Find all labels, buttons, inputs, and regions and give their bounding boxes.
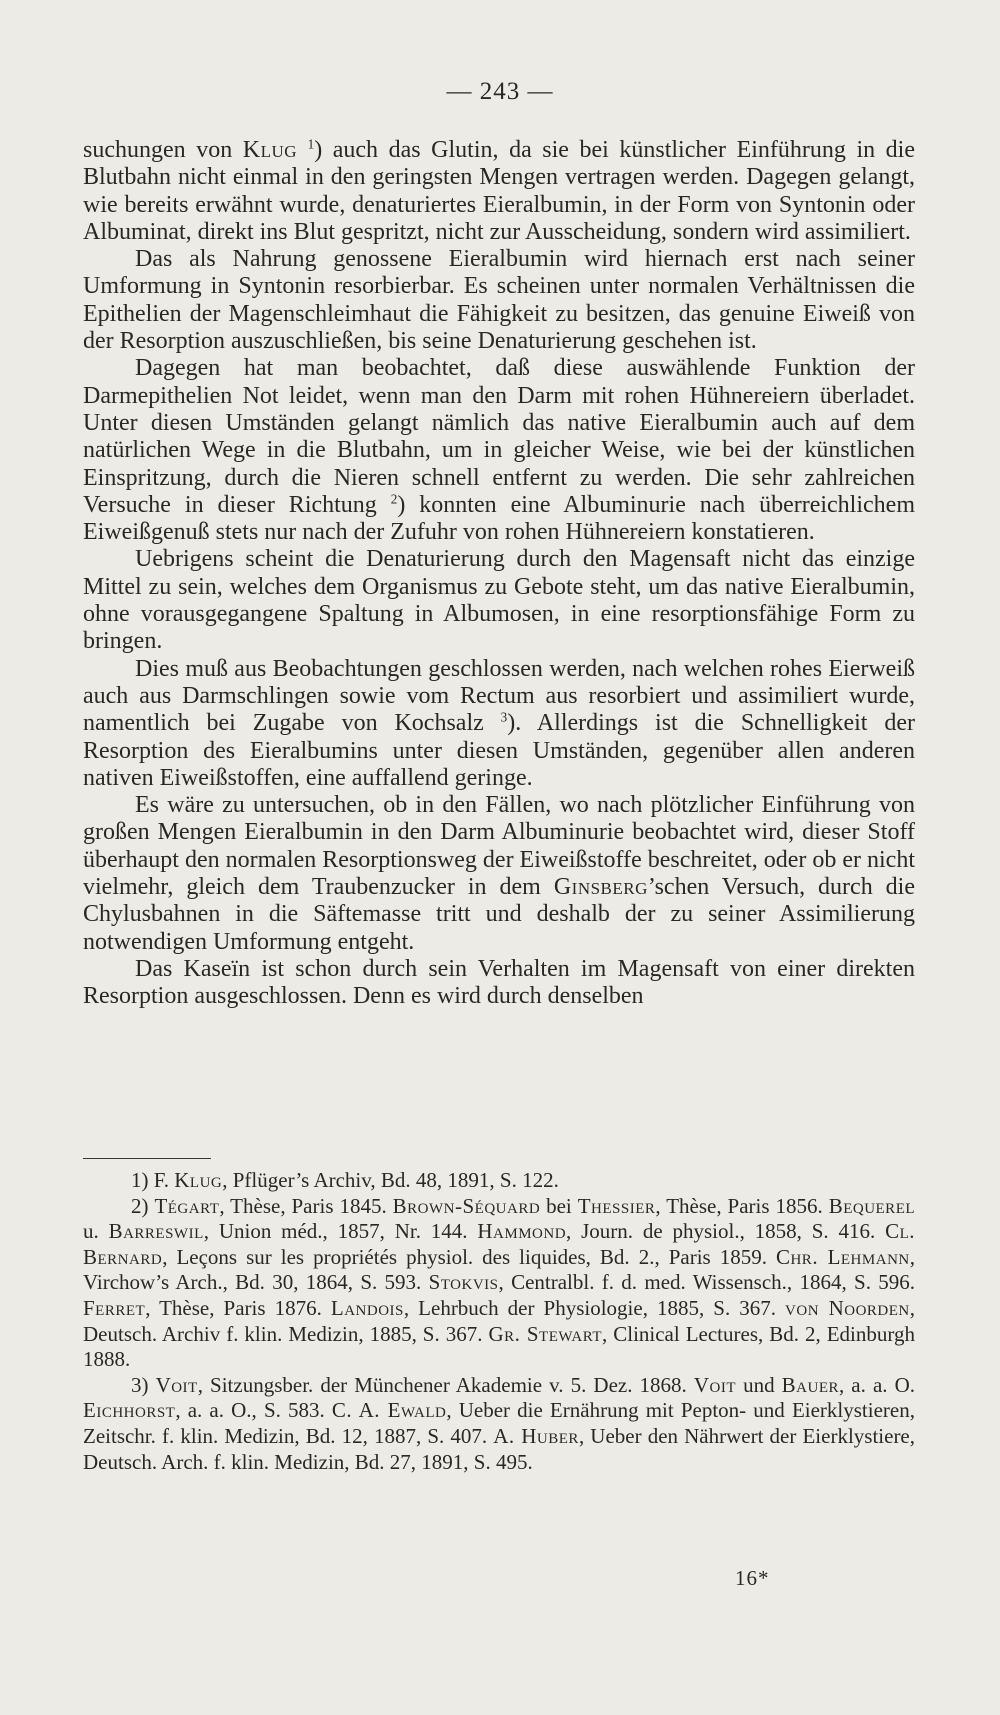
footnote-2 <box>83 1194 915 1373</box>
text-run: 3) <box>131 1372 156 1397</box>
cited-author: Bequerel <box>828 1193 916 1218</box>
text-run: ) auch das Glutin, da sie bei künstlicher Einführung in die Blutbahn nicht einmal in den geringsten Mengen vertragen werden. Dagegen gelangt, wie bereits erwähnt wurde, denaturiertes Eieralbumin, in der Form von Syntonin oder Albuminat, direkt ins Blut gespritzt, nicht zur Ausscheidung, sondern wird assimiliert. <box>83 137 915 245</box>
cited-author: Klug <box>174 1168 223 1192</box>
text-run: Es wäre zu untersuchen, ob in den Fällen, wo nach plötzlicher Einführung von großen Mengen Eieralbumin in den Darm Albuminurie beobachtet wird, dieser Stoff überhaupt den normalen Resorptionsweg der Eiweißstoffe beschreitet, oder ob er nicht vielmehr, gleich dem Traubenzucker in dem <box>83 792 915 901</box>
text-run: , Thèse, Paris 1845. <box>219 1193 393 1218</box>
cited-author: Bauer <box>781 1372 839 1397</box>
cited-author: Barreswil <box>108 1219 204 1244</box>
cited-author: Ferret <box>83 1295 146 1320</box>
paragraph-5 <box>83 656 915 792</box>
footnote-divider <box>83 1158 211 1159</box>
cited-author: Tégart <box>154 1193 220 1218</box>
text-run: , Ueber den Nährwert der Eierklystiere, Deutsch. Arch. f. klin. Medizin, Bd. 27, 1891, S. 495. <box>83 1423 916 1474</box>
cited-author: Eichhorst <box>83 1398 176 1423</box>
text-run: suchungen von <box>83 137 243 163</box>
text-run: , Thèse, Paris 1876. <box>145 1295 331 1320</box>
footnote-1 <box>83 1168 915 1194</box>
text-run: 2) <box>131 1193 155 1218</box>
footnote-ref-2[interactable]: 2 <box>390 491 398 507</box>
text-run: , Journ. de physiol., 1858, S. 416. <box>566 1219 886 1244</box>
text-run: , a. a. O., S. 583. <box>175 1398 332 1423</box>
paragraph-3 <box>83 355 915 546</box>
text-run: ’schen Versuch, durch die Chylusbahnen in die Säftemasse tritt und deshalb der zu seiner Assimilierung notwendigen Umformung entgeht. <box>83 874 916 955</box>
text-run: , Union méd., 1857, Nr. 144. <box>203 1219 478 1244</box>
text-run: , Leçons sur les propriétés physiol. des liquides, Bd. 2., Paris 1859. <box>162 1244 776 1269</box>
paragraph-2: Das als Nahrung genossene Eieralbumin wird hiernach erst nach seiner Umformung in Syntonin resorbierbar. Es scheinen unter normalen Verhältnissen die Epithelien der Magenschleimhaut die Fähigkeit zu besitzen, das genuine Eiweiß von der Resorption auszuschließen, bis seine Denaturierung geschehen ist. <box>83 246 915 355</box>
cited-author: Brown-Séquard <box>392 1193 541 1218</box>
cited-author: A. Huber <box>493 1423 579 1448</box>
text-run: u. <box>83 1219 109 1244</box>
cited-author: von Noorden <box>785 1295 910 1320</box>
paragraph-1 <box>83 137 915 246</box>
footnote-ref-1[interactable]: 1 <box>307 136 315 152</box>
text-run: und <box>736 1372 782 1397</box>
signature-mark: 16* <box>735 1566 770 1590</box>
footnote-ref-3[interactable]: 3 <box>500 709 508 725</box>
text-run: , Thèse, Paris 1856. <box>655 1193 829 1218</box>
text-run: ). Allerdings ist die Schnelligkeit der Resorption des Eieralbumins unter diesen Umständen, gegenüber allen anderen nativen Eiweißstoffen, eine auffallend geringe. <box>83 710 915 791</box>
text-run: , Clinical Lectures, Bd. 2, Edinburgh 1888. <box>83 1321 915 1372</box>
paragraph-4: Uebrigens scheint die Denaturierung durch den Magensaft nicht das einzige Mittel zu sein, welches dem Organismus zu Gebote steht, um das native Eieralbumin, ohne vorausgegangene Spaltung in Albumosen, in eine resorptionsfähige Form zu bringen. <box>83 546 915 655</box>
text-run: , Virchow’s Arch., Bd. 30, 1864, S. 593. <box>83 1244 915 1295</box>
paragraph-7: Das Kaseïn ist schon durch sein Verhalten im Magensaft von einer direkten Resorption ausgeschlossen. Denn es wird durch denselben <box>83 955 915 1010</box>
text-run: , Ueber die Ernährung mit Pepton- und Eierklystieren, Zeitschr. f. klin. Medizin, Bd. 12, 1887, S. 407. <box>83 1398 915 1448</box>
text-run: , Centralbl. f. d. med. Wissensch., 1864, S. 596. <box>498 1270 915 1295</box>
cited-author: Cl. Bernard <box>83 1219 916 1269</box>
page-number: — 243 — <box>446 78 554 105</box>
cited-author: Voit <box>693 1372 736 1397</box>
text-run: , Lehrbuch der Physiologie, 1885, S. 367. <box>403 1295 786 1320</box>
cited-author: Chr. Lehmann <box>775 1244 910 1269</box>
cited-author: Landois <box>330 1295 404 1320</box>
text-run: Dagegen hat man beobachtet, daß diese auswählende Funktion der Darmepithelien Not leidet, wenn man den Darm mit rohen Hühnereiern überladet. Unter diesen Umständen gelangt nämlich das native Eieralbumin auch auf dem natürlichen Wege in die Blutbahn, um in gleicher Weise, wie bei der künstlichen Einspritzung, durch die Nieren schnell entfernt zu werden. Die sehr zahlreichen Versuche in dieser Richtung <box>83 355 915 518</box>
cited-author: Voit <box>155 1372 198 1397</box>
text-run: ) konnten eine Albuminurie nach überreichlichem Eiweißgenuß stets nur nach der Zufuhr von rohen Hühnereiern konstatieren. <box>83 491 915 546</box>
text-run: bei <box>540 1193 578 1218</box>
text-run: , Pflüger’s Archiv, Bd. 48, 1891, S. 122. <box>222 1168 559 1192</box>
cited-author: Hammond <box>477 1219 567 1244</box>
cited-author: Gr. Stewart <box>488 1321 602 1346</box>
body-text <box>83 137 915 1011</box>
paragraph-6 <box>83 792 915 956</box>
footnote-3 <box>83 1373 915 1475</box>
text-run: , Deutsch. Archiv f. klin. Medizin, 1885, S. 367. <box>83 1295 915 1346</box>
text-run: Dies muß aus Beobachtungen geschlossen werden, nach welchen rohes Eierweiß auch aus Darmschlingen sowie vom Rectum aus resorbiert und assimiliert wurde, namentlich bei Zugabe von Kochsalz <box>83 655 915 737</box>
text-run: 1) F. <box>131 1168 175 1192</box>
cited-author: C. A. Ewald <box>331 1398 447 1423</box>
footnotes <box>83 1168 915 1475</box>
text-run: , a. a. O. <box>838 1372 915 1397</box>
text-run: , Sitzungsber. der Münchener Akademie v. 5. Dez. 1868. <box>197 1372 694 1397</box>
cited-author: Stokvis <box>428 1270 499 1295</box>
author-name-klug: Klug <box>242 137 298 163</box>
cited-author: Thessier <box>577 1193 656 1218</box>
author-name-ginsberg: Ginsberg <box>553 874 648 901</box>
